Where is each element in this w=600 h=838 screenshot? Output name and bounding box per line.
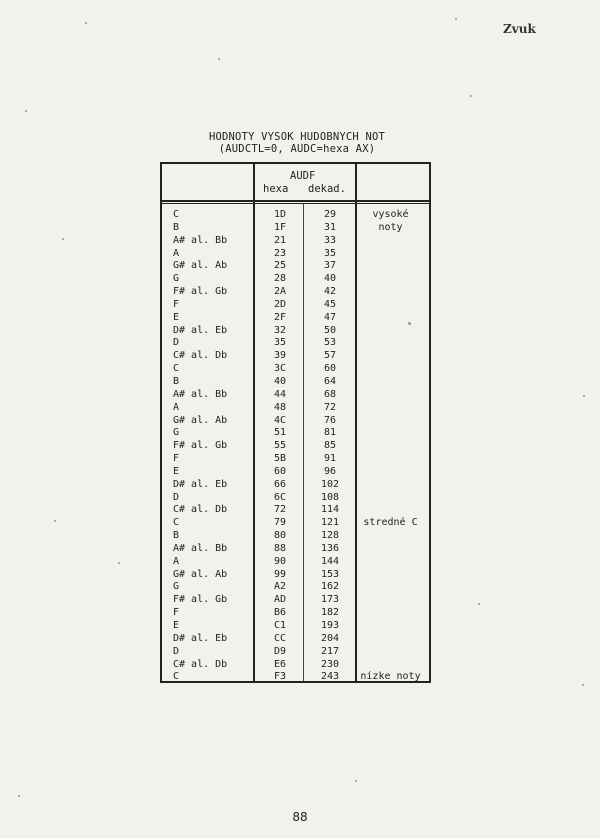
remark-cell bbox=[354, 504, 427, 517]
note-cell: D# al. Eb bbox=[173, 632, 228, 644]
note-cell: A bbox=[173, 247, 180, 259]
note-cell: A# al. Bb bbox=[173, 234, 228, 246]
hexa-cell: 5B bbox=[273, 453, 287, 465]
note-cell: G# al. Ab bbox=[173, 568, 228, 580]
note-cell: C bbox=[173, 209, 180, 220]
paper-speck bbox=[470, 95, 472, 97]
dekad-cell: 37 bbox=[323, 260, 337, 272]
note-cell: E bbox=[173, 311, 180, 323]
note-cell: B bbox=[173, 375, 180, 387]
remark-cell bbox=[354, 402, 427, 415]
paper-speck bbox=[582, 684, 584, 686]
hexa-cell: 44 bbox=[273, 388, 287, 400]
dekad-cell: 31 bbox=[323, 221, 337, 233]
remark-cell bbox=[354, 594, 427, 607]
dekad-cell: 64 bbox=[323, 375, 337, 387]
dekad-cell: 173 bbox=[320, 594, 340, 606]
hexa-cell: 55 bbox=[273, 440, 287, 452]
dekad-cell: 114 bbox=[320, 504, 340, 516]
hexa-cell: 25 bbox=[273, 260, 287, 272]
note-cell: A# al. Bb bbox=[173, 388, 228, 400]
note-cell: E bbox=[173, 620, 180, 631]
hexa-cell: B6 bbox=[273, 607, 287, 619]
header-divider bbox=[162, 203, 429, 204]
remark-cell bbox=[354, 337, 427, 350]
hexa-cell: 35 bbox=[273, 337, 287, 349]
dekad-cell: 96 bbox=[323, 465, 337, 477]
remark-cell bbox=[354, 569, 427, 582]
page-number: 88 bbox=[292, 810, 308, 824]
hexa-cell: 3C bbox=[273, 363, 287, 375]
remark-cell bbox=[354, 620, 427, 633]
note-cell: F bbox=[173, 607, 180, 619]
section-title: Zvuk bbox=[503, 22, 536, 36]
hexa-cell: 32 bbox=[273, 324, 287, 336]
remark-cell bbox=[354, 479, 427, 492]
remark-cell bbox=[354, 376, 427, 389]
remark-cell bbox=[354, 530, 427, 543]
remark-cell bbox=[354, 633, 427, 646]
note-cell: G bbox=[173, 427, 180, 439]
header-dekad: dekad. bbox=[308, 183, 346, 195]
remark-cell bbox=[354, 235, 427, 248]
paper-speck bbox=[355, 780, 357, 782]
remark-cell bbox=[354, 350, 427, 363]
remark-cell bbox=[354, 646, 427, 659]
dekad-cell: 42 bbox=[323, 286, 337, 298]
dekad-cell: 230 bbox=[320, 658, 340, 670]
remark-cell bbox=[354, 556, 427, 569]
dekad-column bbox=[307, 209, 353, 684]
header-divider bbox=[162, 200, 429, 202]
dekad-cell: 144 bbox=[320, 555, 340, 567]
note-cell: C bbox=[173, 517, 180, 529]
remark-cell: stredné C bbox=[363, 517, 418, 529]
remark-cell bbox=[354, 492, 427, 505]
hexa-cell: 51 bbox=[273, 427, 287, 439]
remark-cell bbox=[354, 607, 427, 620]
paper-speck bbox=[583, 395, 585, 397]
hexa-cell: 40 bbox=[273, 375, 287, 387]
dekad-cell: 243 bbox=[320, 671, 340, 683]
note-cell: G# al. Ab bbox=[173, 414, 228, 426]
dekad-cell: 53 bbox=[323, 337, 337, 349]
note-cell: D# al. Eb bbox=[173, 478, 228, 490]
note-cell: F bbox=[173, 298, 180, 310]
hexa-cell: CC bbox=[273, 632, 287, 644]
note-cell: C# al. Db bbox=[173, 350, 228, 362]
dekad-cell: 102 bbox=[320, 478, 340, 490]
note-cell: C# al. Db bbox=[173, 658, 228, 670]
dekad-cell: 47 bbox=[323, 311, 337, 323]
remark-cell bbox=[354, 415, 427, 428]
hexa-cell: 1F bbox=[273, 221, 287, 233]
hexa-cell: 2A bbox=[273, 286, 287, 298]
note-cell: G# al. Ab bbox=[173, 260, 228, 272]
dekad-cell: 45 bbox=[323, 298, 337, 310]
note-cell: A bbox=[173, 401, 180, 413]
note-cell: D# al. Eb bbox=[173, 324, 228, 336]
dekad-cell: 85 bbox=[323, 440, 337, 452]
paper-speck bbox=[118, 562, 120, 564]
dekad-cell: 40 bbox=[323, 273, 337, 285]
remark-cell bbox=[354, 248, 427, 261]
dekad-cell: 128 bbox=[320, 530, 340, 542]
header-hexa: hexa bbox=[263, 183, 289, 195]
dekad-cell: 35 bbox=[323, 247, 337, 259]
dekad-cell: 91 bbox=[323, 453, 337, 465]
hexa-cell: 79 bbox=[273, 517, 287, 529]
remark-cell bbox=[354, 299, 427, 312]
header-audf: AUDF bbox=[290, 170, 316, 182]
dekad-cell: 57 bbox=[323, 350, 337, 362]
remark-cell bbox=[354, 260, 427, 273]
dekad-cell: 217 bbox=[320, 645, 340, 657]
note-cell: D bbox=[173, 491, 180, 503]
remark-column bbox=[354, 209, 427, 684]
remark-cell bbox=[354, 286, 427, 299]
note-cell: F# al. Gb bbox=[173, 440, 228, 452]
hexa-column bbox=[260, 209, 300, 684]
hexa-cell: 88 bbox=[273, 542, 287, 554]
dekad-cell: 50 bbox=[323, 324, 337, 336]
hexa-cell: 2F bbox=[273, 311, 287, 323]
note-cell: B bbox=[173, 530, 180, 542]
note-cell: B bbox=[173, 221, 180, 233]
remark-cell bbox=[354, 453, 427, 466]
dekad-cell: 136 bbox=[320, 542, 340, 554]
column-divider bbox=[303, 203, 304, 681]
paper-speck bbox=[62, 238, 64, 240]
paper-speck bbox=[54, 520, 56, 522]
note-cell: E bbox=[173, 465, 180, 477]
dekad-cell: 108 bbox=[320, 491, 340, 503]
hexa-cell: 6C bbox=[273, 491, 287, 503]
dekad-cell: 204 bbox=[320, 632, 340, 644]
hexa-cell: 72 bbox=[273, 504, 287, 516]
dekad-cell: 193 bbox=[320, 620, 340, 631]
paper-speck bbox=[18, 795, 20, 797]
paper-speck bbox=[218, 58, 220, 60]
remark-cell: nízke noty bbox=[360, 671, 421, 683]
dekad-cell: 153 bbox=[320, 568, 340, 580]
dekad-cell: 182 bbox=[320, 607, 340, 619]
hexa-cell: F3 bbox=[273, 671, 287, 683]
dekad-cell: 60 bbox=[323, 363, 337, 375]
note-frequency-table bbox=[160, 162, 431, 683]
hexa-cell: 23 bbox=[273, 247, 287, 259]
hexa-cell: C1 bbox=[273, 620, 287, 631]
paper-speck bbox=[25, 110, 27, 112]
hexa-cell: 1D bbox=[273, 209, 287, 220]
dekad-cell: 72 bbox=[323, 401, 337, 413]
hexa-cell: 66 bbox=[273, 478, 287, 490]
dekad-cell: 162 bbox=[320, 581, 340, 593]
remark-cell bbox=[354, 273, 427, 286]
remark-cell: vysoké bbox=[372, 209, 409, 220]
remark-cell bbox=[354, 427, 427, 440]
paper-speck bbox=[478, 603, 480, 605]
remark-cell bbox=[354, 581, 427, 594]
remark-cell: noty bbox=[378, 221, 403, 233]
note-cell: G bbox=[173, 273, 180, 285]
dekad-cell: 121 bbox=[320, 517, 340, 529]
column-divider bbox=[253, 164, 255, 681]
hexa-cell: E6 bbox=[273, 658, 287, 670]
hexa-cell: 39 bbox=[273, 350, 287, 362]
note-cell: G bbox=[173, 581, 180, 593]
hexa-cell: AD bbox=[273, 594, 287, 606]
hexa-cell: 4C bbox=[273, 414, 287, 426]
note-cell: F# al. Gb bbox=[173, 286, 228, 298]
hexa-cell: 28 bbox=[273, 273, 287, 285]
hexa-cell: 21 bbox=[273, 234, 287, 246]
remark-cell bbox=[354, 363, 427, 376]
dekad-cell: 33 bbox=[323, 234, 337, 246]
table-title-line2: (AUDCTL=0, AUDC=hexa AX) bbox=[218, 143, 376, 155]
hexa-cell: 99 bbox=[273, 568, 287, 580]
hexa-cell: 60 bbox=[273, 465, 287, 477]
hexa-cell: 90 bbox=[273, 555, 287, 567]
note-cell: C bbox=[173, 363, 180, 375]
note-cell: F bbox=[173, 453, 180, 465]
note-cell: A bbox=[173, 555, 180, 567]
remark-cell bbox=[354, 325, 427, 338]
note-column bbox=[173, 209, 227, 684]
note-cell: D bbox=[173, 337, 180, 349]
hexa-cell: D9 bbox=[273, 645, 287, 657]
paper-speck bbox=[85, 22, 87, 24]
remark-cell bbox=[354, 440, 427, 453]
note-cell: A# al. Bb bbox=[173, 542, 228, 554]
remark-cell bbox=[354, 659, 427, 672]
note-cell: F# al. Gb bbox=[173, 594, 228, 606]
hexa-cell: A2 bbox=[273, 581, 287, 593]
remark-cell bbox=[354, 389, 427, 402]
note-cell: D bbox=[173, 645, 180, 657]
remark-cell bbox=[354, 466, 427, 479]
hexa-cell: 48 bbox=[273, 401, 287, 413]
dekad-cell: 68 bbox=[323, 388, 337, 400]
remark-cell bbox=[354, 543, 427, 556]
note-cell: C bbox=[173, 671, 180, 683]
hexa-cell: 80 bbox=[273, 530, 287, 542]
dekad-cell: 81 bbox=[323, 427, 337, 439]
dekad-cell: 29 bbox=[323, 209, 337, 220]
remark-cell bbox=[354, 312, 427, 325]
note-cell: C# al. Db bbox=[173, 504, 228, 516]
dekad-cell: 76 bbox=[323, 414, 337, 426]
paper-speck bbox=[455, 18, 457, 20]
hexa-cell: 2D bbox=[273, 298, 287, 310]
table-title-line1: HODNOTY VYSOK HUDOBNYCH NOT bbox=[208, 131, 386, 143]
